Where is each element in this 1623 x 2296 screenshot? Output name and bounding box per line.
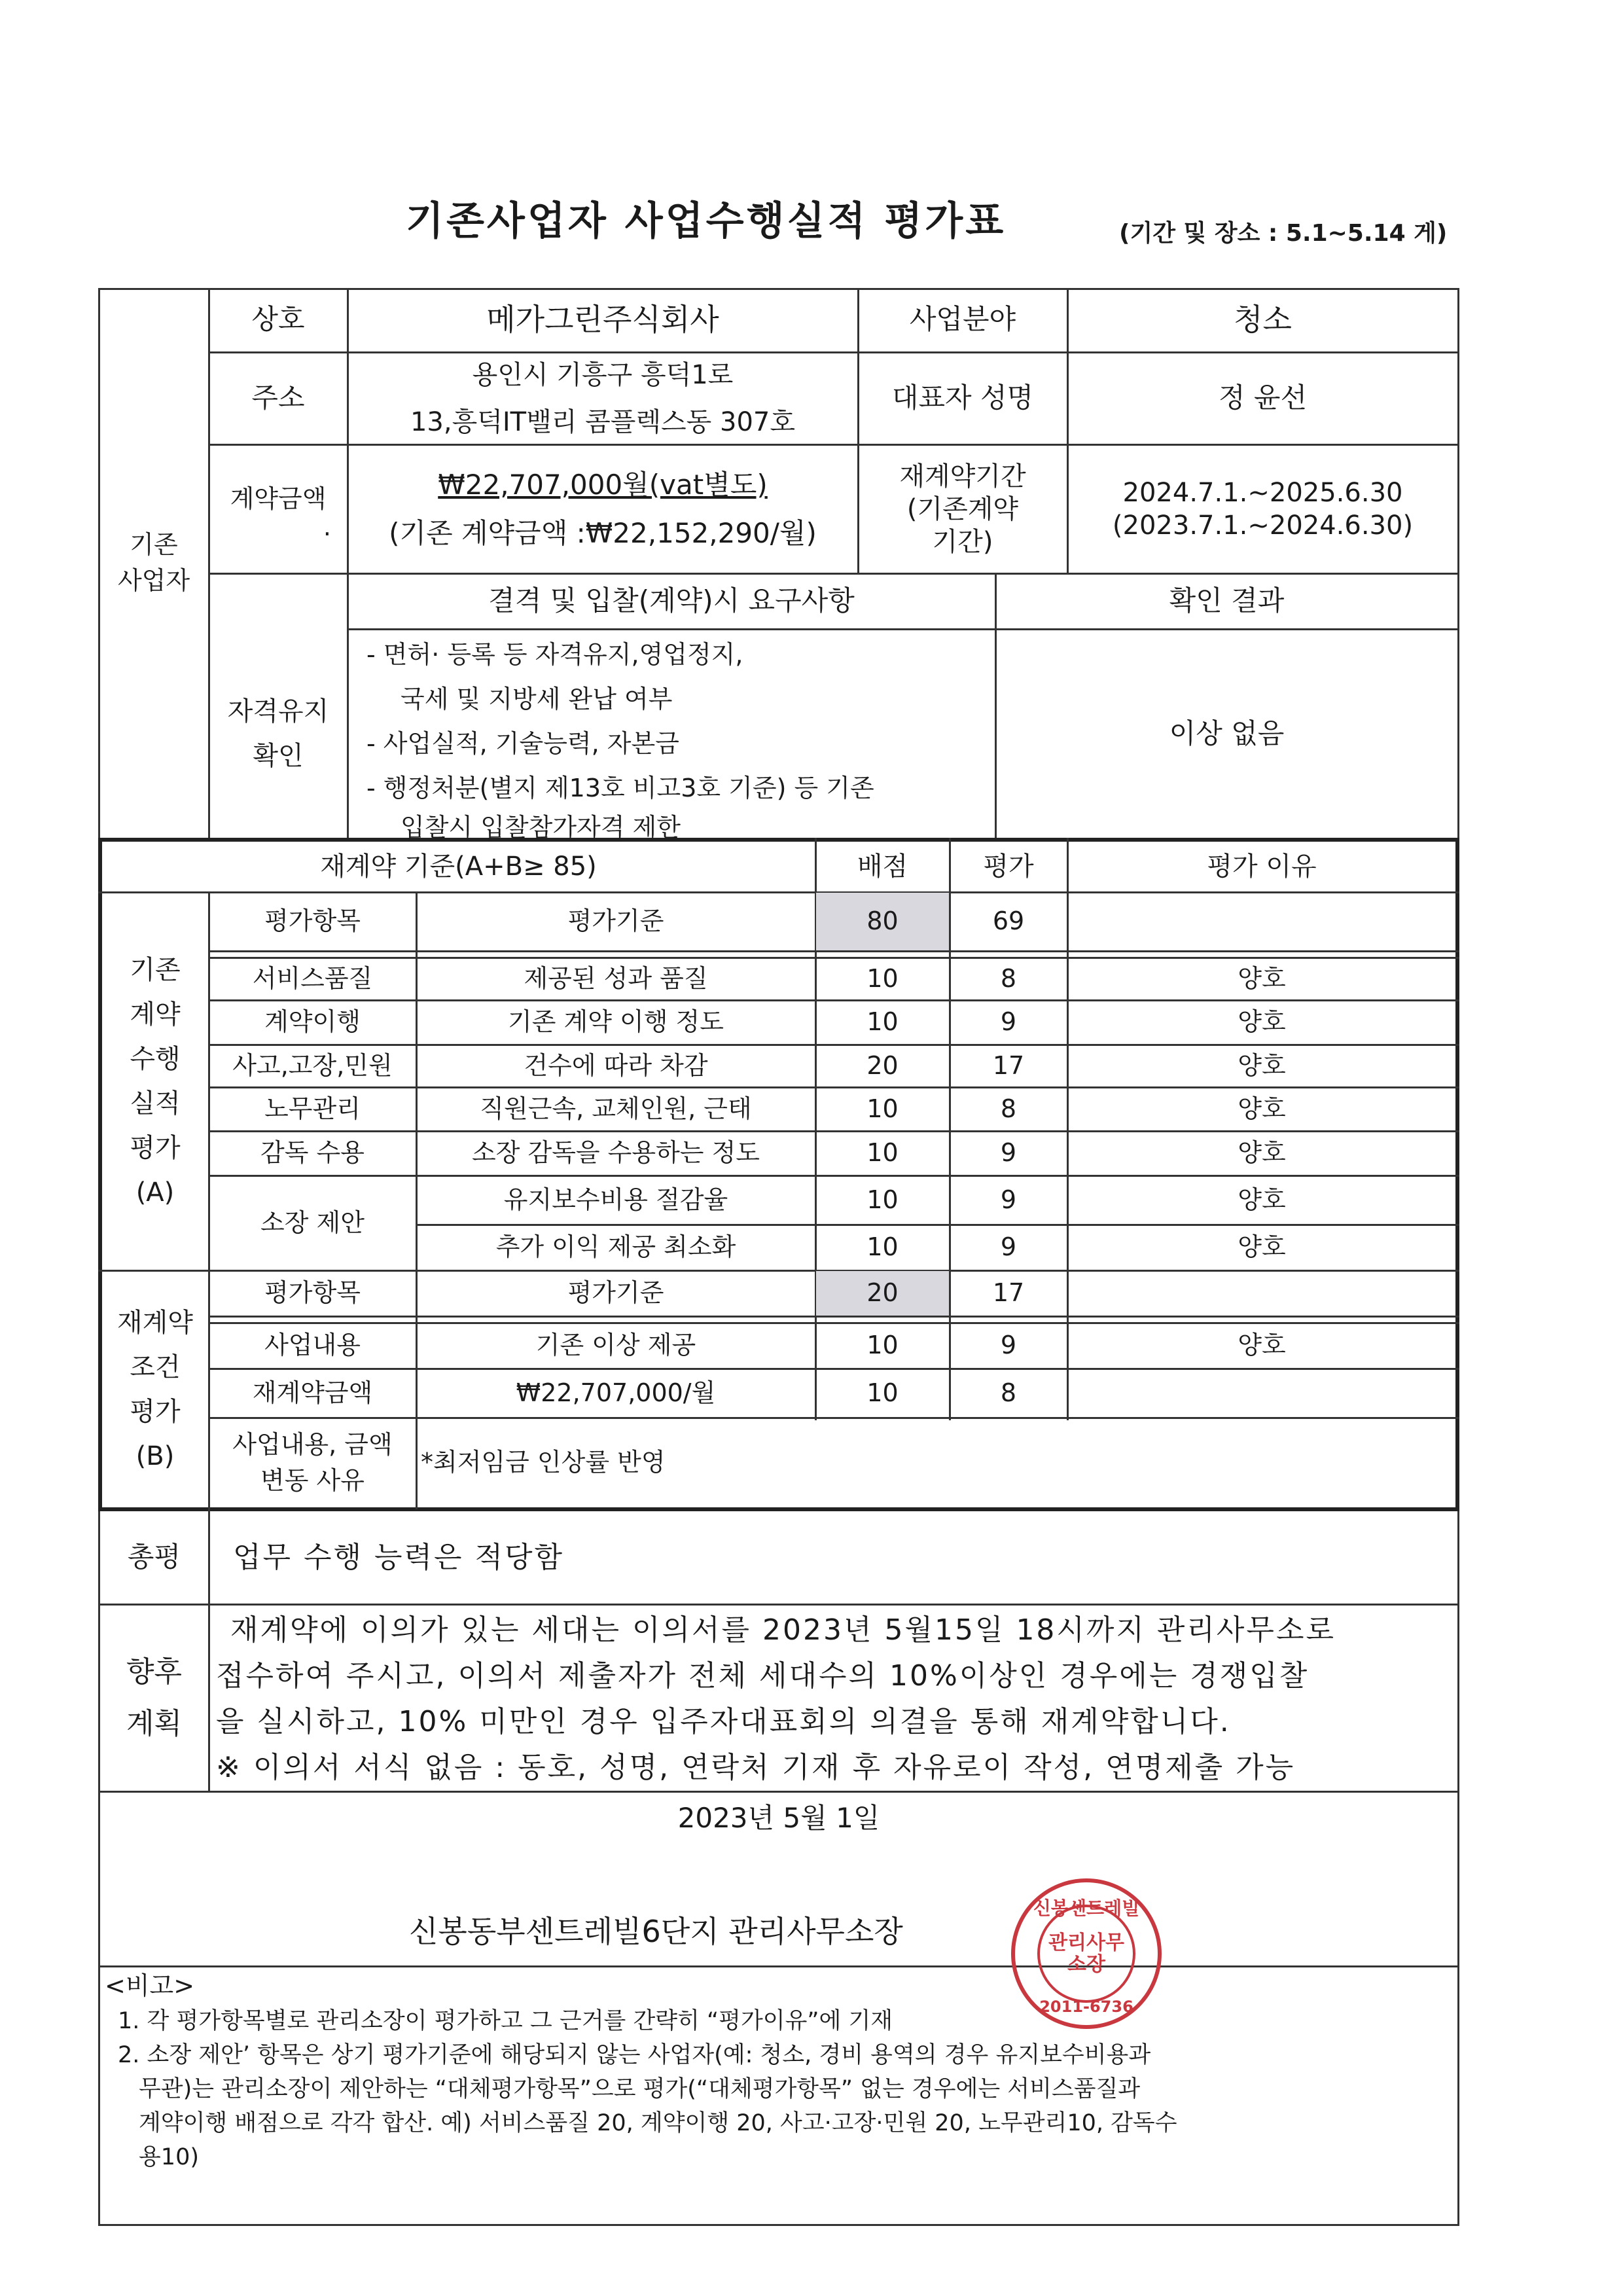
representative-label: 대표자 성명 — [891, 382, 1034, 414]
address — [348, 353, 857, 444]
period-label-line: 재계약기간 — [899, 461, 1026, 492]
table-divider — [98, 1965, 1459, 1967]
recontract-period — [1068, 445, 1457, 573]
company-name-label: 상호 — [251, 303, 305, 336]
a-row-standard: 기존 계약 이행 정도 — [508, 1007, 724, 1037]
seal-top-text: 신봉센트레빌 — [1033, 1897, 1140, 1919]
office-name: 신봉동부센트레빌6단지 관리사무소장 — [409, 1914, 903, 1949]
a-standard-header: 평가기준 — [567, 906, 664, 936]
section-a-label-line: 실적 — [130, 1088, 181, 1119]
score-header: 배점 — [857, 852, 908, 882]
business-field: 청소 — [1234, 302, 1292, 338]
section-b-label-line: 평가 — [130, 1396, 181, 1427]
change-reason-label — [209, 1418, 416, 1507]
a-row-score: 10 — [866, 1007, 899, 1037]
note-line: 계약이행 배점으로 각각 합산. 예) 서비스품질 20, 계약이행 20, 사고·고장·민원 20, 노무관리10, 감독수 — [139, 2110, 1177, 2136]
b-item-header: 평가항목 — [264, 1278, 361, 1308]
a-row-item: 노무관리 — [264, 1094, 361, 1123]
recontract-period-label — [859, 445, 1067, 573]
section-a-label-line: (A) — [135, 1177, 175, 1208]
address-label: 주소 — [251, 382, 305, 414]
eval-header: 평가 — [983, 852, 1034, 882]
a-row-score: 10 — [866, 1094, 899, 1123]
criteria-header: 재계약 기준(A+B≥ 85) — [320, 852, 597, 882]
a-row-reason: 양호 — [1238, 1007, 1286, 1037]
table-border — [98, 2224, 1459, 2226]
b-total-score: 20 — [816, 1271, 949, 1316]
contract-amount-label-text: 계약금액 — [230, 484, 327, 513]
requirement-item: - 행정처분(별지 제13호 비고3호 기준) 등 기존 — [366, 774, 874, 802]
plan-line: 재계약에 이의가 있는 세대는 이의서를 2023년 5월15일 18시까지 관리사무소로 — [230, 1613, 1336, 1647]
qualification-label-line: 확인 — [253, 741, 304, 771]
requirement-item: 국세 및 지방세 완납 여부 — [401, 685, 673, 713]
section-label-company-line: 사업자 — [117, 566, 190, 595]
requirement-item: 입찰시 입찰참가자격 제한 — [401, 813, 681, 842]
notes-header: <비고> — [105, 1971, 195, 2000]
a-row-standard: 제공된 성과 품질 — [524, 963, 708, 993]
plan-line: 접수하여 주시고, 이의서 제출자가 전체 세대수의 10%이상인 경우에는 경쟁입찰 — [216, 1659, 1310, 1693]
section-b-label-line: 재계약 — [117, 1307, 193, 1338]
director-row-score: 10 — [866, 1185, 899, 1214]
a-row-item: 계약이행 — [264, 1007, 361, 1037]
director-row-standard: 추가 이익 제공 최소화 — [495, 1232, 736, 1262]
director-row-score: 10 — [866, 1232, 899, 1262]
a-row-reason: 양호 — [1238, 1094, 1286, 1123]
a-row-score: 10 — [866, 1138, 899, 1168]
qualification-result: 이상 없음 — [1169, 717, 1285, 749]
a-row-score: 10 — [866, 963, 899, 993]
period-subtitle: (기간 및 장소 : 5.1~5.14 게) — [1119, 220, 1448, 247]
reason-header: 평가 이유 — [1207, 852, 1317, 882]
contract-amount — [348, 445, 857, 573]
change-reason: *최저임금 인상률 반영 — [421, 1448, 666, 1477]
b-row-item: 재계약금액 — [252, 1378, 373, 1407]
company-name: 메가그린주식회사 — [486, 302, 719, 338]
a-row-item: 감독 수용 — [260, 1138, 365, 1168]
section-label-company-line: 기존 — [130, 529, 178, 559]
note-line: 1. 각 평가항목별로 관리소장이 평가하고 그 근거를 간략히 “평가이유”에 기재 — [118, 2008, 893, 2034]
document-date: 2023년 5월 1일 — [677, 1801, 880, 1834]
plan-label-line: 계획 — [126, 1707, 182, 1740]
seal-bottom-text: 2011-6736 — [1039, 1998, 1133, 2016]
a-total-score: 80 — [816, 893, 949, 950]
b-row-eval: 8 — [1000, 1378, 1017, 1407]
table-divider — [98, 1604, 1459, 1605]
official-seal — [1011, 1878, 1162, 2029]
section-b-label — [102, 1271, 208, 1507]
b-total-eval: 17 — [992, 1278, 1025, 1308]
a-row-standard: 소장 감독을 수용하는 정도 — [471, 1138, 760, 1168]
requirement-item: - 사업실적, 기술능력, 자본금 — [366, 729, 679, 758]
section-b-label-line: 조건 — [130, 1352, 181, 1382]
qualification-label-line: 자격유지 — [227, 696, 329, 726]
a-row-standard: 건수에 따라 차감 — [524, 1050, 708, 1080]
director-row-reason: 양호 — [1238, 1232, 1286, 1262]
section-a-label-line: 계약 — [130, 999, 181, 1030]
a-total-eval: 69 — [992, 906, 1025, 936]
plan-label-line: 향후 — [126, 1655, 182, 1689]
table-divider — [208, 1316, 1459, 1318]
result-header: 확인 결과 — [1169, 584, 1285, 617]
seal-center: 관리사무소장 — [1037, 1905, 1135, 2003]
a-row-standard: 직원근속, 교체인원, 근태 — [480, 1094, 752, 1123]
table-divider — [208, 950, 1459, 952]
section-a-label — [102, 893, 208, 1270]
b-row-reason — [1068, 1369, 1455, 1417]
plan-line: ※ 이의서 서식 없음 : 동호, 성명, 연락처 기재 후 자유로이 작성, 연명제출 가능 — [216, 1751, 1296, 1784]
note-line: 용10) — [139, 2144, 200, 2170]
a-row-reason: 양호 — [1238, 1138, 1286, 1168]
page-title: 기존사업자 사업수행실적 평가표 — [406, 198, 1007, 244]
requirements-header: 결격 및 입찰(계약)시 요구사항 — [488, 584, 855, 617]
section-a-label-line: 기존 — [130, 955, 181, 985]
b-standard-header: 평가기준 — [567, 1278, 664, 1308]
b-row-score: 10 — [866, 1331, 899, 1360]
note-line: 2. 소장 제안’ 항목은 상기 평가기준에 해당되지 않는 사업자(예: 청소, 경비 용역의 경우 유지보수비용과 — [118, 2042, 1151, 2068]
b-row-eval: 9 — [1000, 1331, 1017, 1360]
director-proposal-item: 소장 제안 — [260, 1208, 365, 1237]
a-row-eval: 8 — [1000, 963, 1017, 993]
a-row-eval: 9 — [1000, 1138, 1017, 1168]
plan-line: 을 실시하고, 10% 미만인 경우 입주자대표회의 의결을 통해 재계약합니다. — [216, 1705, 1231, 1738]
section-label-company — [98, 288, 209, 838]
director-row-standard: 유지보수비용 절감율 — [503, 1185, 728, 1214]
summary-text: 업무 수행 능력은 적당함 — [233, 1540, 564, 1574]
period-label-line: 기간) — [932, 526, 993, 557]
requirement-item: - 면허· 등록 등 자격유지,영업정지, — [366, 640, 743, 669]
address-line: 용인시 기흥구 흥덕1로 — [472, 359, 734, 390]
a-row-score: 20 — [866, 1050, 899, 1080]
change-reason-label-line: 사업내용, 금액 — [232, 1429, 393, 1459]
period-label-line: (기존계약 — [906, 493, 1019, 524]
change-reason-label-line: 변동 사유 — [260, 1466, 365, 1495]
director-row-reason: 양호 — [1238, 1185, 1286, 1214]
representative-name: 정 윤선 — [1218, 382, 1308, 414]
qualification-label — [209, 630, 347, 838]
director-row-eval: 9 — [1000, 1232, 1017, 1262]
business-field-label: 사업분야 — [909, 303, 1016, 336]
summary-label: 총평 — [127, 1541, 181, 1573]
a-row-item: 사고,고장,민원 — [232, 1050, 393, 1080]
b-row-standard: ₩22,707,000/월 — [516, 1378, 716, 1407]
a-row-eval: 8 — [1000, 1094, 1017, 1123]
a-row-eval: 9 — [1000, 1007, 1017, 1037]
b-row-score: 10 — [866, 1378, 899, 1407]
current-amount: ₩22,707,000월(vat별도) — [438, 469, 768, 501]
current-period: 2024.7.1.~2025.6.30 — [1122, 477, 1403, 508]
a-item-header: 평가항목 — [264, 906, 361, 936]
b-row-standard: 기존 이상 제공 — [535, 1331, 696, 1360]
section-b-label-line: (B) — [135, 1441, 175, 1471]
section-a-label-line: 평가 — [130, 1133, 181, 1163]
a-row-reason: 양호 — [1238, 963, 1286, 993]
plan-label — [100, 1605, 208, 1791]
a-row-reason: 양호 — [1238, 1050, 1286, 1080]
director-row-eval: 9 — [1000, 1185, 1017, 1214]
section-a-label-line: 수행 — [130, 1044, 181, 1074]
contract-amount-label — [209, 445, 347, 573]
b-row-item: 사업내용 — [264, 1331, 361, 1360]
previous-amount: (기존 계약금액 :₩22,152,290/월) — [389, 516, 817, 549]
contract-amount-label-dot: . — [323, 512, 331, 541]
address-line: 13,흥덕IT밸리 콤플렉스동 307호 — [410, 406, 796, 437]
a-row-eval: 17 — [992, 1050, 1025, 1080]
note-line: 무관)는 관리소장이 제안하는 “대체평가항목”으로 평가(“대체평가항목” 없는 경우에는 서비스품질과 — [139, 2076, 1141, 2102]
b-row-reason: 양호 — [1238, 1331, 1286, 1360]
previous-period: (2023.7.1.~2024.6.30) — [1112, 510, 1414, 541]
a-row-item: 서비스품질 — [252, 963, 373, 993]
